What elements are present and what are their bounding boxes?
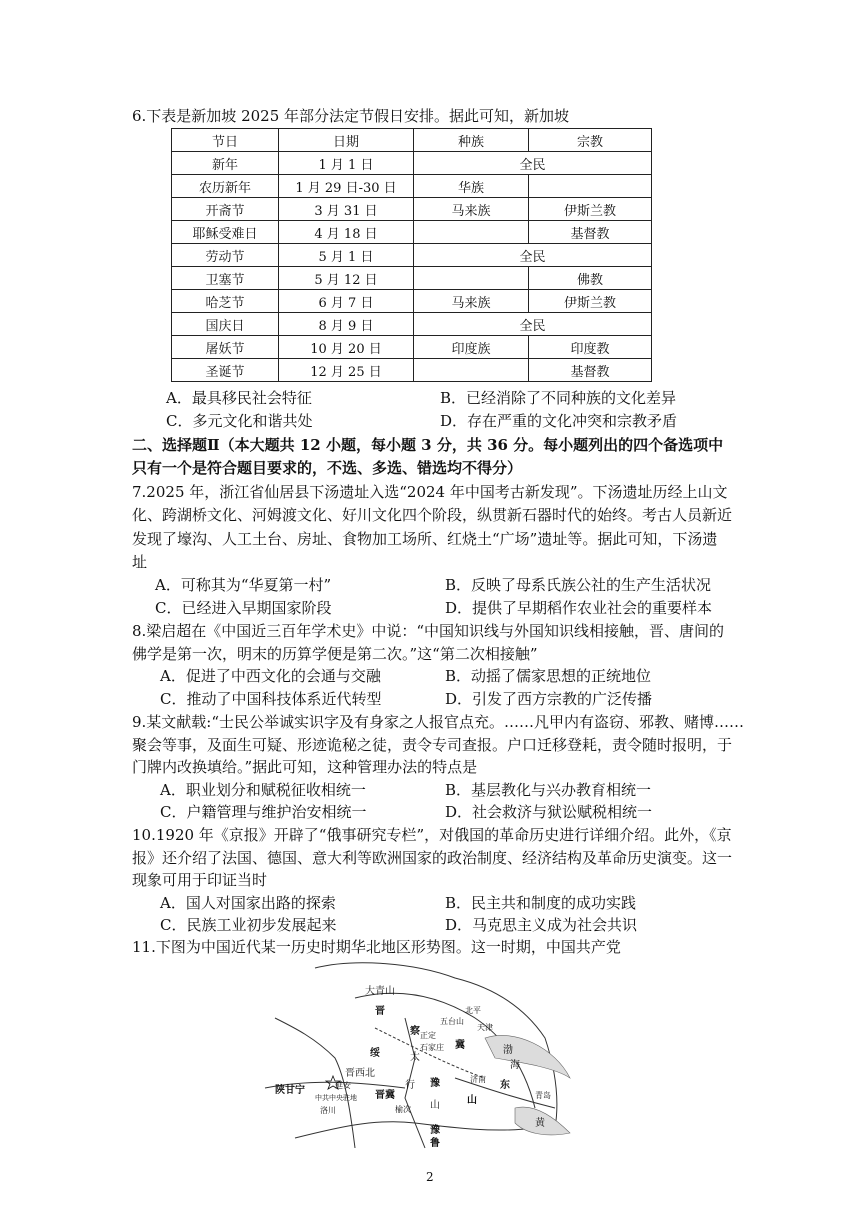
section-heading-2: 只有一个是符合题目要求的，不选、多选、错选均不得分） [132, 459, 523, 477]
cell-religion: 佛教 [529, 267, 652, 290]
cell-date: 5 月 1 日 [279, 244, 414, 267]
section-heading-1: 二、选择题Ⅱ（本大题共 12 小题，每小题 3 分，共 36 分。每小题列出的四个备选项中 [132, 436, 724, 454]
map-label-daqingshan: 大青山 [365, 986, 395, 997]
q7-line-3: 发现了壕沟、人工土台、房址、食物加工场所、红烧土“广场”遗址等。据此可知，下汤遗 [132, 530, 718, 548]
header-festival: 节日 [172, 129, 279, 152]
q7-line-4: 址 [132, 553, 148, 571]
q9-option-b: B．基层教化与兴办教育相统一 [445, 781, 652, 799]
map-label-yu-1: 豫 [430, 1078, 440, 1089]
cell-religion: 基督教 [529, 221, 652, 244]
cell-date: 5 月 12 日 [279, 267, 414, 290]
map-label-lu: 鲁 [430, 1138, 440, 1149]
q6-stem: 6.下表是新加坡 2025 年部分法定节假日安排。据此可知，新加坡 [132, 107, 570, 125]
cell-date: 4 月 18 日 [279, 221, 414, 244]
cell-festival: 新年 [172, 152, 279, 175]
map-label-hang: 行 [405, 1080, 415, 1091]
q9-option-a: A．职业划分和赋税征收相统一 [160, 781, 366, 799]
table-header-row [172, 129, 652, 152]
cell-merged: 全民 [414, 313, 652, 336]
cell-festival: 劳动节 [172, 244, 279, 267]
cell-ethnicity: 马来族 [414, 198, 529, 221]
cell-festival: 卫塞节 [172, 267, 279, 290]
map-label-beiping: 北平 [465, 1006, 481, 1015]
header-religion: 宗教 [529, 129, 652, 152]
map-label-shan-2: 山 [467, 1095, 477, 1106]
table-row [172, 359, 652, 382]
cell-ethnicity [414, 267, 529, 290]
north-china-map [255, 958, 575, 1158]
q10-line-2: 报》还介绍了法国、德国、意大利等欧洲国家的政治制度、经济结构及革命历史演变。这一 [132, 849, 733, 867]
q7-line-1: 7.2025 年，浙江省仙居县下汤遗址入选“2024 年中国考古新发现”。下汤遗址历经上山文 [132, 483, 728, 501]
cell-date: 10 月 20 日 [279, 336, 414, 359]
q10-option-d: D．马克思主义成为社会共识 [445, 916, 638, 934]
cell-ethnicity: 印度族 [414, 336, 529, 359]
cell-religion: 基督教 [529, 359, 652, 382]
map-label-cpc-center: 中共中央驻地 [315, 1095, 357, 1102]
q9-option-c: C．户籍管理与维护治安相统一 [160, 803, 367, 821]
cell-date: 3 月 31 日 [279, 198, 414, 221]
q9-line-2: 聚会等事，及面生可疑、形迹诡秘之徒，责令专司查报。户口迁移登耗，责令随时报明，于 [132, 736, 733, 754]
map-label-qingdao: 青岛 [535, 1091, 551, 1100]
map-label-hai: 海 [510, 1060, 520, 1071]
holiday-table [171, 128, 652, 382]
map-label-ta: 太 [410, 1052, 420, 1063]
q10-line-1: 10.1920 年《京报》开辟了“俄事研究专栏”，对俄国的革命历史进行详细介绍。此外，《京 [132, 826, 732, 844]
header-ethnicity: 种族 [414, 129, 529, 152]
cell-festival: 圣诞节 [172, 359, 279, 382]
q8-option-b: B．动摇了儒家思想的正统地位 [445, 667, 652, 685]
cell-ethnicity: 华族 [414, 175, 529, 198]
cell-religion [529, 175, 652, 198]
map-label-zhengding: 正定 [420, 1031, 436, 1040]
map-label-jinji: 晋冀 [375, 1090, 395, 1101]
q10-option-c: C．民族工业初步发展起来 [160, 916, 337, 934]
map-label-dong: 东 [500, 1080, 510, 1091]
map-label-huang: 黄 [535, 1118, 545, 1129]
q9-line-1: 9.某文献载:“士民公举诚实识字及有身家之人报官点充。……凡甲内有盗窃、邪教、赌博…… [132, 713, 745, 731]
page-number: 2 [426, 1170, 434, 1184]
q7-option-d: D．提供了早期稻作农业社会的重要样本 [445, 599, 713, 617]
q8-option-d: D．引发了西方宗教的广泛传播 [445, 690, 653, 708]
cell-date: 12 月 25 日 [279, 359, 414, 382]
map-label-jinxibei: 晋西北 [345, 1068, 375, 1079]
q9-option-d: D．社会救济与狱讼赋税相统一 [445, 803, 653, 821]
cell-festival: 屠妖节 [172, 336, 279, 359]
map-label-jin: 晋 [375, 1006, 385, 1017]
q8-option-c: C．推动了中国科技体系近代转型 [160, 690, 382, 708]
q6-option-c: C．多元文化和谐共处 [166, 412, 313, 430]
table-row [172, 152, 652, 175]
map-label-ji: 冀 [455, 1040, 465, 1051]
q6-option-d: D．存在严重的文化冲突和宗教矛盾 [440, 412, 678, 430]
cell-date: 1 月 1 日 [279, 152, 414, 175]
table-row [172, 244, 652, 267]
table-row [172, 221, 652, 244]
cell-ethnicity [414, 221, 529, 244]
table-row [172, 313, 652, 336]
cell-festival: 耶稣受难日 [172, 221, 279, 244]
q8-line-2: 佛学是第一次，明末的历算学便是第二次。”这“第二次相接触” [132, 645, 538, 663]
map-label-yuci: 榆次 [395, 1105, 411, 1114]
q7-option-a: A．可称其为“华夏第一村” [155, 576, 332, 594]
map-label-luochuan: 洛川 [320, 1106, 336, 1115]
cell-date: 1 月 29 日-30 日 [279, 175, 414, 198]
table-row [172, 175, 652, 198]
q11-line-1: 11.下图为中国近代某一历史时期华北地区形势图。这一时期，中国共产党 [132, 938, 621, 956]
cell-religion: 伊斯兰教 [529, 290, 652, 313]
map-label-shan: 山 [430, 1100, 440, 1111]
map-label-cha: 察 [410, 1026, 420, 1037]
map-label-jinan: 济南 [470, 1075, 486, 1084]
cell-ethnicity [414, 359, 529, 382]
q6-option-b: B．已经消除了不同种族的文化差异 [440, 389, 677, 407]
table-row [172, 290, 652, 313]
q10-option-b: B．民主共和制度的成功实践 [445, 894, 637, 912]
q8-line-1: 8.梁启超在《中国近三百年学术史》中说：“中国知识线与外国知识线相接触，晋、唐间的 [132, 622, 724, 640]
cell-religion: 印度教 [529, 336, 652, 359]
cell-festival: 开斋节 [172, 198, 279, 221]
q7-option-b: B．反映了母系氏族公社的生产生活状况 [445, 576, 712, 594]
cell-religion: 伊斯兰教 [529, 198, 652, 221]
cell-festival: 国庆日 [172, 313, 279, 336]
map-label-bo: 渤 [503, 1045, 513, 1056]
q7-option-c: C．已经进入早期国家阶段 [155, 599, 332, 617]
map-label-shaanganning: 陕甘宁 [275, 1085, 305, 1096]
cell-festival: 哈芝节 [172, 290, 279, 313]
table-row [172, 336, 652, 359]
cell-date: 6 月 7 日 [279, 290, 414, 313]
map-label-yu-2: 豫 [430, 1125, 440, 1136]
q10-option-a: A．国人对国家出路的探索 [160, 894, 336, 912]
table-row [172, 267, 652, 290]
q10-line-3: 现象可用于印证当时 [132, 871, 268, 889]
table-row [172, 198, 652, 221]
cell-festival: 农历新年 [172, 175, 279, 198]
q6-option-a: A．最具移民社会特征 [166, 389, 312, 407]
map-label-tianjin: 天津 [477, 1023, 493, 1032]
cell-date: 8 月 9 日 [279, 313, 414, 336]
cell-merged: 全民 [414, 152, 652, 175]
header-date: 日期 [279, 129, 414, 152]
map-label-sui: 绥 [370, 1048, 380, 1059]
map-label-wutaishan: 五台山 [440, 1017, 464, 1026]
q7-line-2: 化、跨湖桥文化、河姆渡文化、好川文化四个阶段，纵贯新石器时代的始终。考古人员新近 [132, 506, 733, 524]
map-label-shijiazhuang: 石家庄 [420, 1043, 444, 1052]
map-label-yanan: 延安 [335, 1081, 351, 1090]
cell-merged: 全民 [414, 244, 652, 267]
cell-ethnicity: 马来族 [414, 290, 529, 313]
q9-line-3: 门牌内改换填给。”据此可知，这种管理办法的特点是 [132, 758, 478, 776]
q8-option-a: A．促进了中西文化的会通与交融 [160, 667, 381, 685]
